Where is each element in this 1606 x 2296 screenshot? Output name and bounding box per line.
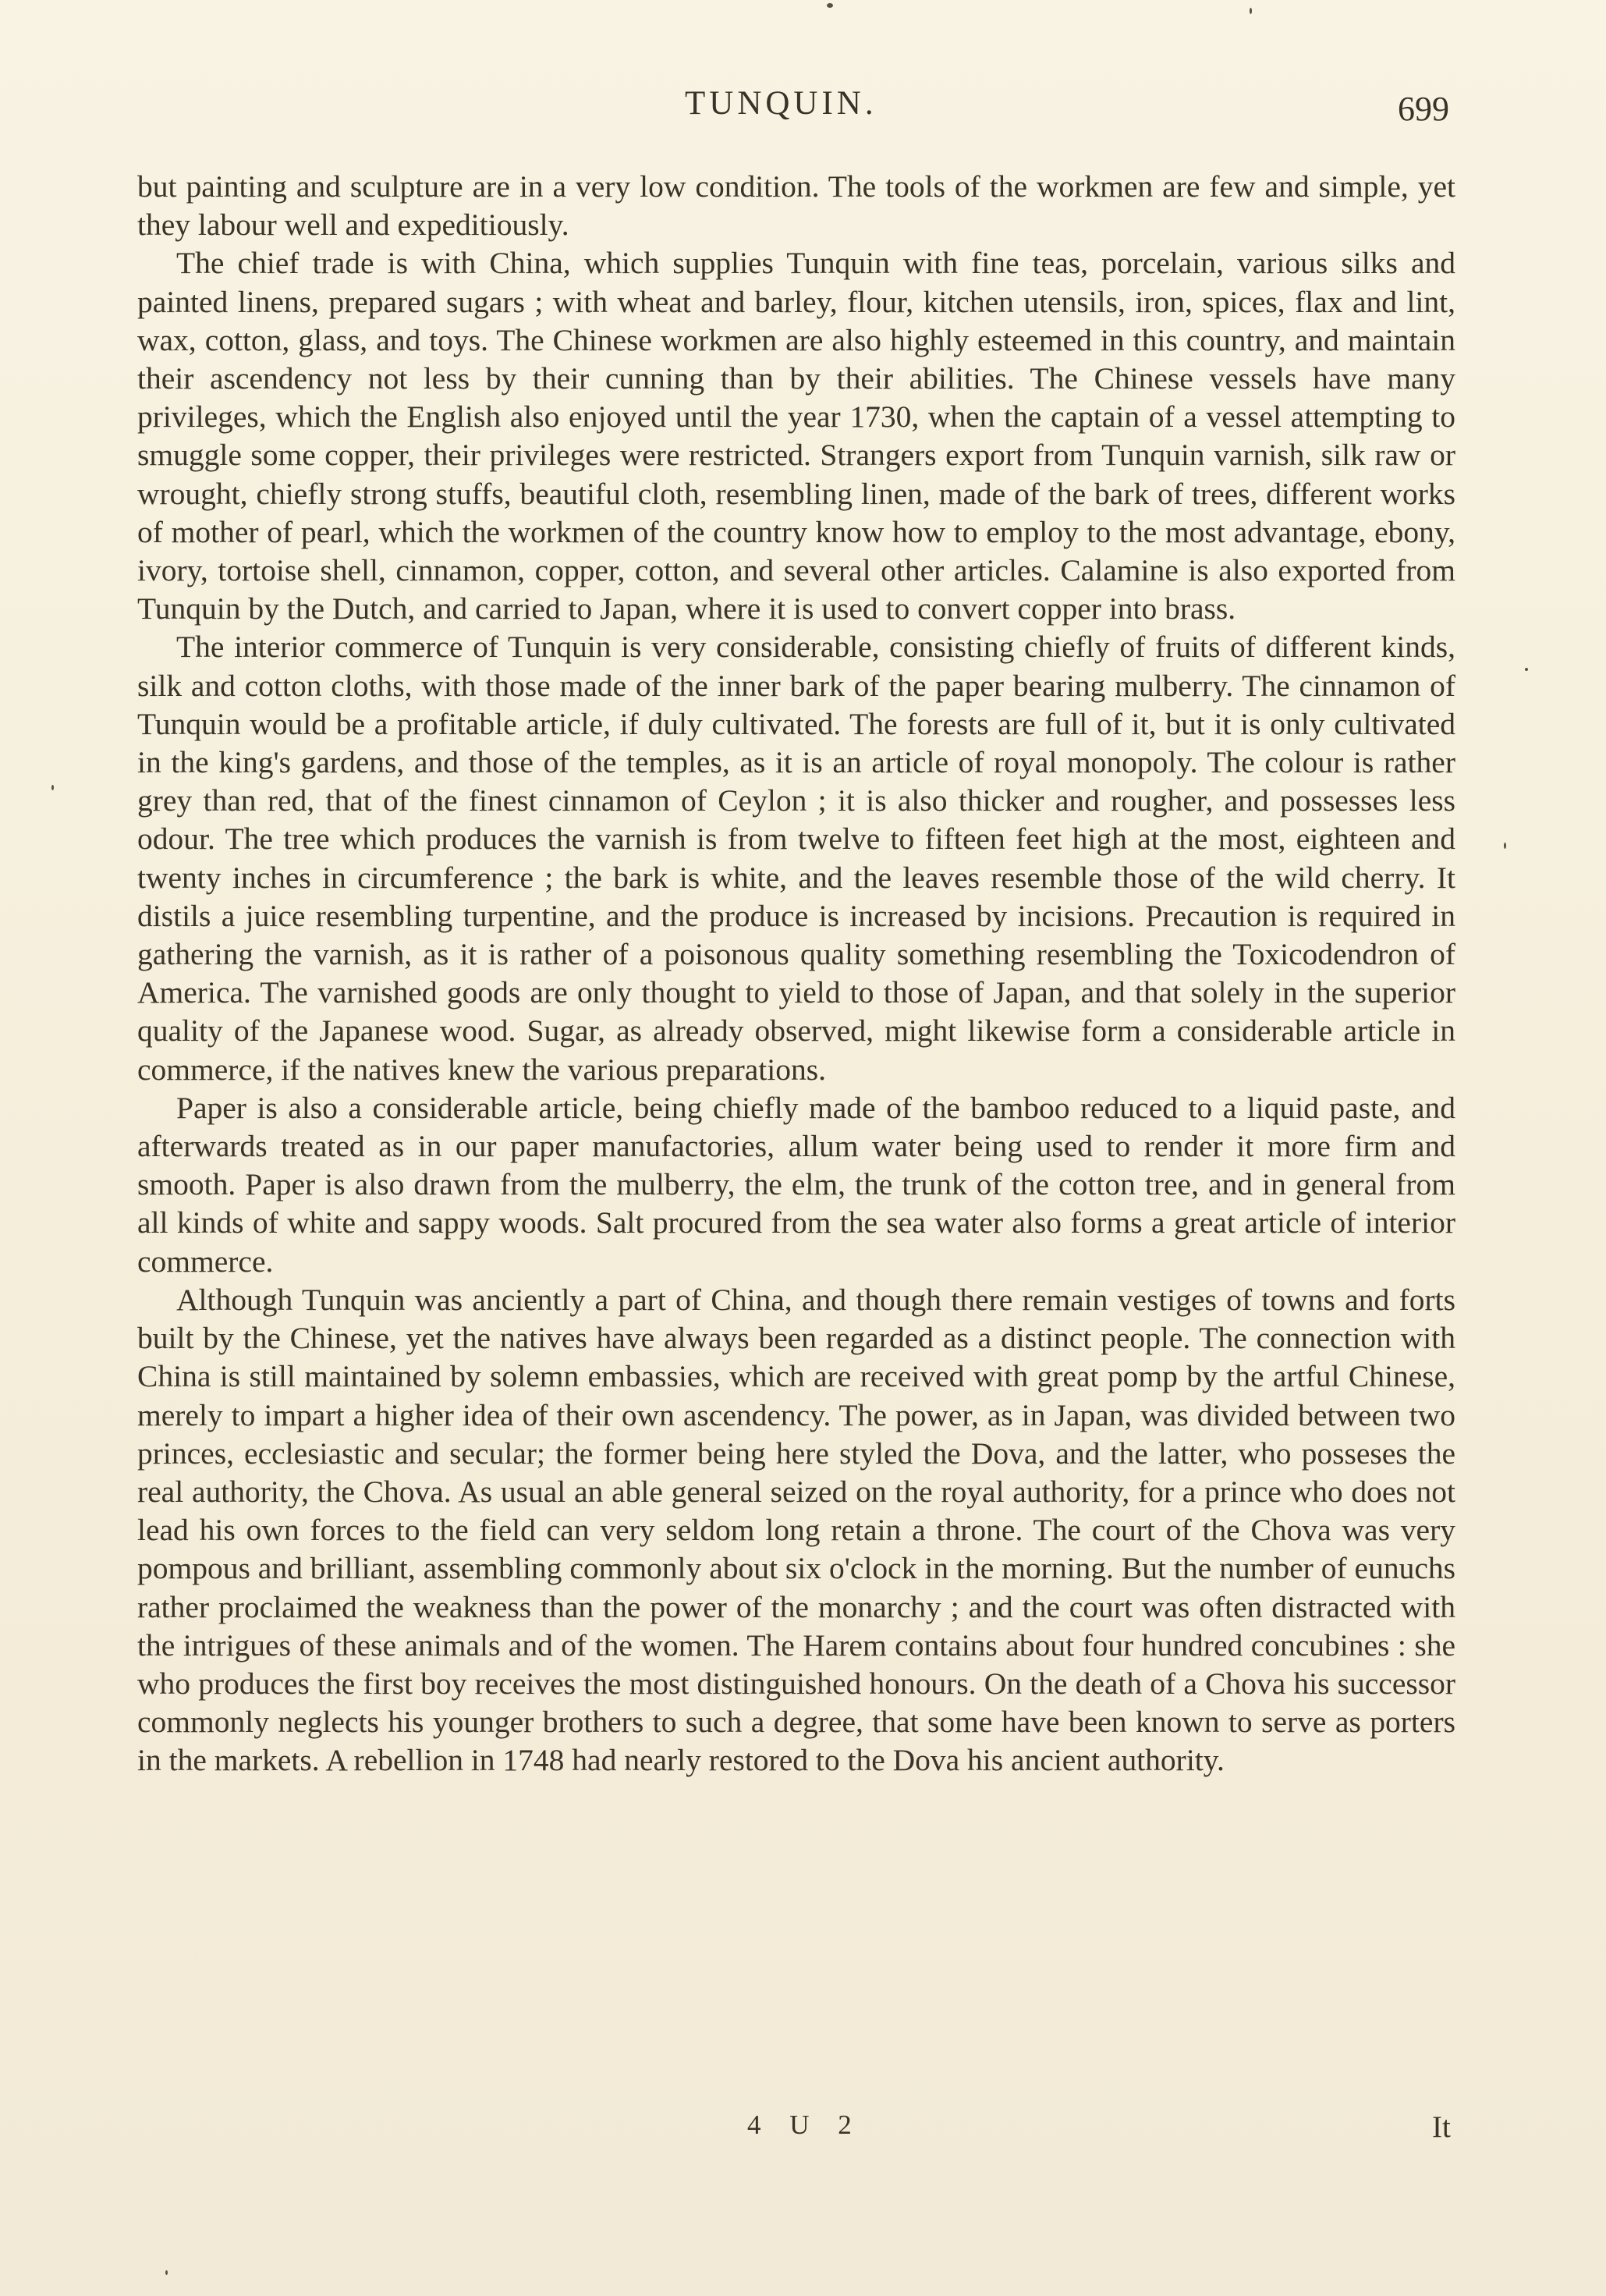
catchword: It [1432, 2110, 1451, 2144]
ink-speck [1250, 8, 1252, 14]
paragraph-chief-trade: The chief trade is with China, which supplies Tunquin with fine teas, porcelain, various silks and painted linens, prepared sugars ; with wheat and barley, flour, kitchen utensils, iron, spices, flax and lint, wax, cotton, glass, and toys. The Chinese workmen are also highly esteemed in this country, and maintain their ascendency not less by their cunning than by their abilities. The Chinese vessels have many privileges, which the English also enjoyed until the year 1730, when the captain of a vessel attempting to smuggle some copper, their privileges were restricted. Strangers export from Tunquin varnish, silk raw or wrought, chiefly strong stuffs, beautiful cloth, resembling linen, made of the bark of trees, different works of mother of pearl, which the workmen of the country know how to employ to the most advantage, ebony, ivory, tortoise shell, cinnamon, copper, cotton, and several other articles. Calamine is also exported from Tunquin by the Dutch, and carried to Japan, where it is used to convert copper into brass. [137, 246, 1455, 626]
page-footer [0, 2110, 1606, 2156]
running-title: TUNQUIN. [685, 85, 877, 122]
paragraph-paper: Paper is also a considerable article, being chiefly made of the bamboo reduced to a liquid paste, and afterwards treated as in our paper manufactories, allum water being used to render it more firm and smooth. Paper is also drawn from the mulberry, the elm, the trunk of the cotton tree, and in general from all kinds of white and sappy woods. Salt procured from the sea water also forms a great article of interior commerce. [137, 1090, 1455, 1279]
page-number: 699 [1398, 90, 1449, 128]
running-head [0, 81, 1606, 136]
paragraph-continued: but painting and sculpture are in a very low condition. The tools of the workmen are few and simple, yet they labour well and expeditiously. [137, 169, 1455, 243]
paragraph-interior-commerce: The interior commerce of Tunquin is very considerable, consisting chiefly of fruits of different kinds, silk and cotton cloths, with those made of the inner bark of the paper bearing mulberry. The cinnamon of Tunquin would be a profitable article, if duly cultivated. The forests are full of it, but it is only cultivated in the king's gardens, and those of the temples, as it is an article of royal monopoly. The colour is rather grey than red, that of the finest cinnamon of Ceylon ; it is also thicker and rougher, and possesses less odour. The tree which produces the varnish is from twelve to fifteen feet high at the most, eighteen and twenty inches in circumference ; the bark is white, and the leaves resemble those of the wild cherry. It distils a juice resembling turpentine, and the produce is increased by incisions. Precaution is required in gathering the varnish, as it is rather of a poisonous quality something resembling the Toxicodendron of America. The varnished goods are only thought to yield to those of Japan, and that solely in the superior quality of the Japanese wood. Sugar, as already observed, might likewise form a considerable article in commerce, if the natives knew the various preparations. [137, 630, 1455, 1087]
body-text [137, 168, 1455, 1780]
paragraph-history: Although Tunquin was anciently a part of China, and though there remain vestiges of towns and forts built by the Chinese, yet the natives have always been regarded as a distinct people. The connection with China is still maintained by solemn embassies, which are received with great pomp by the artful Chinese, merely to impart a higher idea of their own ascendency. The power, as in Japan, was divided between two princes, ecclesiastic and secular; the former being here styled the Dova, and the latter, who posseses the real authority, the Chova. As usual an able general seized on the royal authority, for a prince who does not lead his own forces to the field can very seldom long retain a throne. The court of the Chova was very pompous and brilliant, assembling commonly about six o'clock in the morning. But the number of eunuchs rather proclaimed the weakness than the power of the monarchy ; and the court was often distracted with the intrigues of these animals and of the women. The Harem contains about four hundred concubines : she who produces the first boy receives the most distinguished honours. On the death of a Chova his successor commonly neglects his younger brothers to such a degree, that some have been known to serve as porters in the markets. A rebellion in 1748 had nearly restored to the Dova his ancient authority. [137, 1282, 1455, 1778]
signature-mark: 4 U 2 [747, 2110, 863, 2140]
ink-speck [165, 2270, 168, 2275]
ink-speck [51, 785, 54, 790]
ink-speck [1504, 843, 1506, 849]
ink-speck [1525, 668, 1528, 671]
ink-speck [827, 3, 833, 8]
